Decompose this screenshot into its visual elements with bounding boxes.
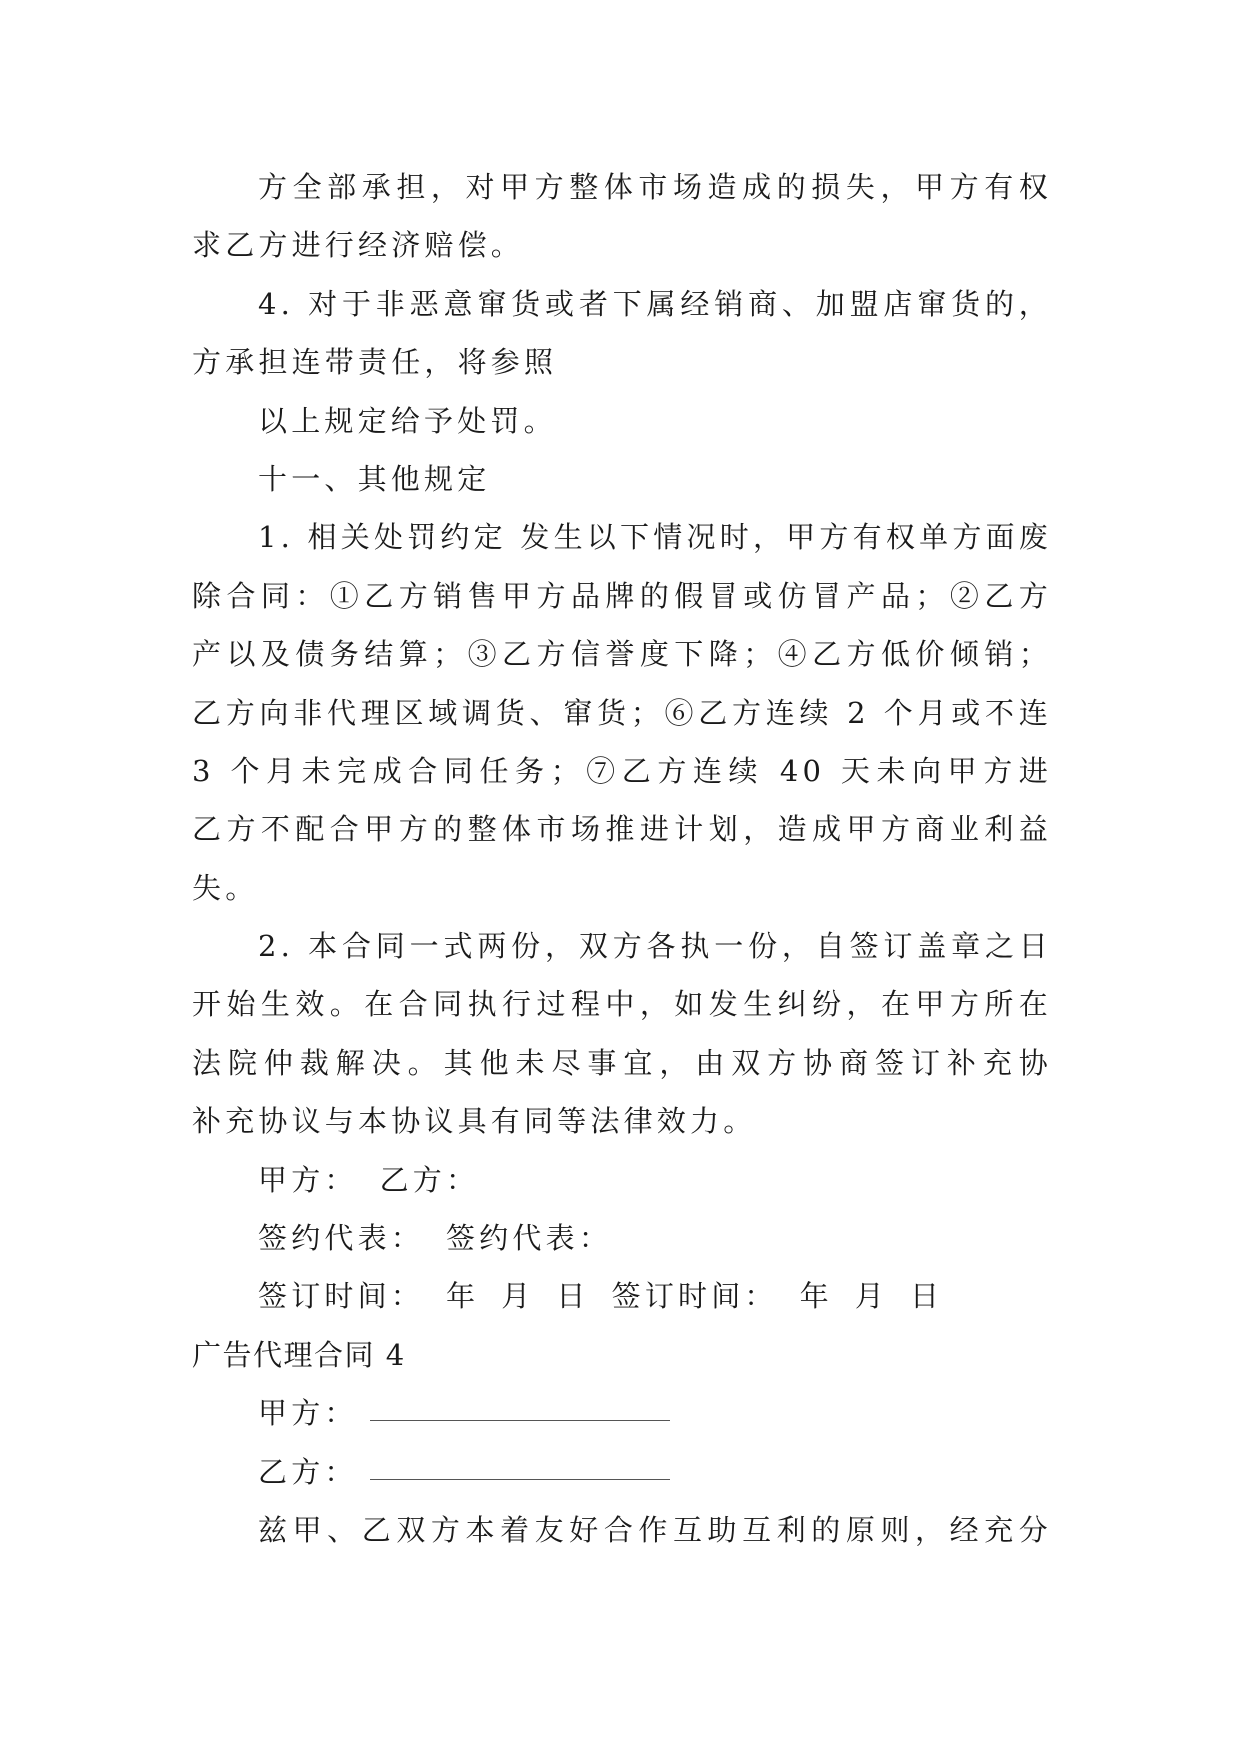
body-line: 除合同：①乙方销售甲方品牌的假冒或仿冒产品；②乙方: [192, 578, 1052, 613]
rep-b-label: 签约代表：: [446, 1221, 613, 1256]
year-label: 年: [446, 1279, 480, 1314]
body-line: 方承担连带责任，将参照: [192, 345, 558, 380]
body-line: 方全部承担，对甲方整体市场造成的损失，甲方有权: [258, 170, 1052, 204]
party-a-field-label: 甲方：: [258, 1396, 358, 1431]
clause-4-line: 4. 对于非恶意窜货或者下属经销商、加盟店窜货的，: [258, 286, 1052, 321]
date-a-label: 签订时间：: [258, 1279, 425, 1314]
party-b-field-label: 乙方：: [258, 1454, 358, 1489]
day-label: 日: [556, 1279, 590, 1314]
body-line: 法院仲裁解决。其他未尽事宜，由双方协商签订补充协: [192, 1045, 1052, 1080]
day-label: 日: [910, 1279, 944, 1314]
body-line: 乙方不配合甲方的整体市场推进计划，造成甲方商业利益: [192, 812, 1052, 847]
body-line: 以上规定给予处罚。: [258, 403, 557, 438]
party-a-blank-line: [370, 1400, 670, 1421]
month-label: 月: [501, 1279, 535, 1314]
clause-2-line: 2. 本合同一式两份，双方各执一份，自签订盖章之日: [258, 929, 1052, 964]
document-body: [192, 158, 1052, 1559]
party-a-field-row: [192, 1384, 1052, 1442]
clause-1-line: 1. 相关处罚约定 发生以下情况时，甲方有权单方面废: [258, 520, 1052, 555]
body-line: 求乙方进行经济赔偿。: [192, 228, 525, 263]
body-line: 产以及债务结算；③乙方信誉度下降；④乙方低价倾销；: [192, 637, 1052, 672]
rep-a-label: 签约代表：: [258, 1221, 425, 1256]
closing-line: 兹甲、乙双方本着友好合作互助互利的原则，经充分: [258, 1512, 1052, 1547]
body-line: 失。: [192, 870, 259, 905]
party-b-field-row: [192, 1443, 1052, 1501]
body-line: 乙方向非代理区域调货、窜货；⑥乙方连续 2 个月或不连: [192, 695, 1052, 730]
section-title: 广告代理合同 4: [192, 1337, 406, 1372]
body-line: 开始生效。在合同执行过程中，如发生纠纷，在甲方所在: [192, 987, 1052, 1022]
body-line: 3 个月未完成合同任务；⑦乙方连续 40 天未向甲方进: [192, 753, 1052, 788]
date-b-label: 签订时间：: [611, 1279, 778, 1314]
party-b-blank-line: [370, 1459, 670, 1480]
signature-parties-line: [192, 1151, 1052, 1209]
month-label: 月: [854, 1279, 889, 1314]
party-b-label: 乙方：: [379, 1162, 480, 1197]
section-heading-other-provisions: 十一、其他规定: [258, 461, 491, 496]
party-a-label: 甲方：: [258, 1162, 358, 1197]
year-label: 年: [799, 1279, 833, 1314]
body-line: 补充协议与本协议具有同等法律效力。: [192, 1104, 757, 1139]
signature-date-line: [192, 1267, 1052, 1325]
signature-representatives-line: [192, 1209, 1052, 1267]
